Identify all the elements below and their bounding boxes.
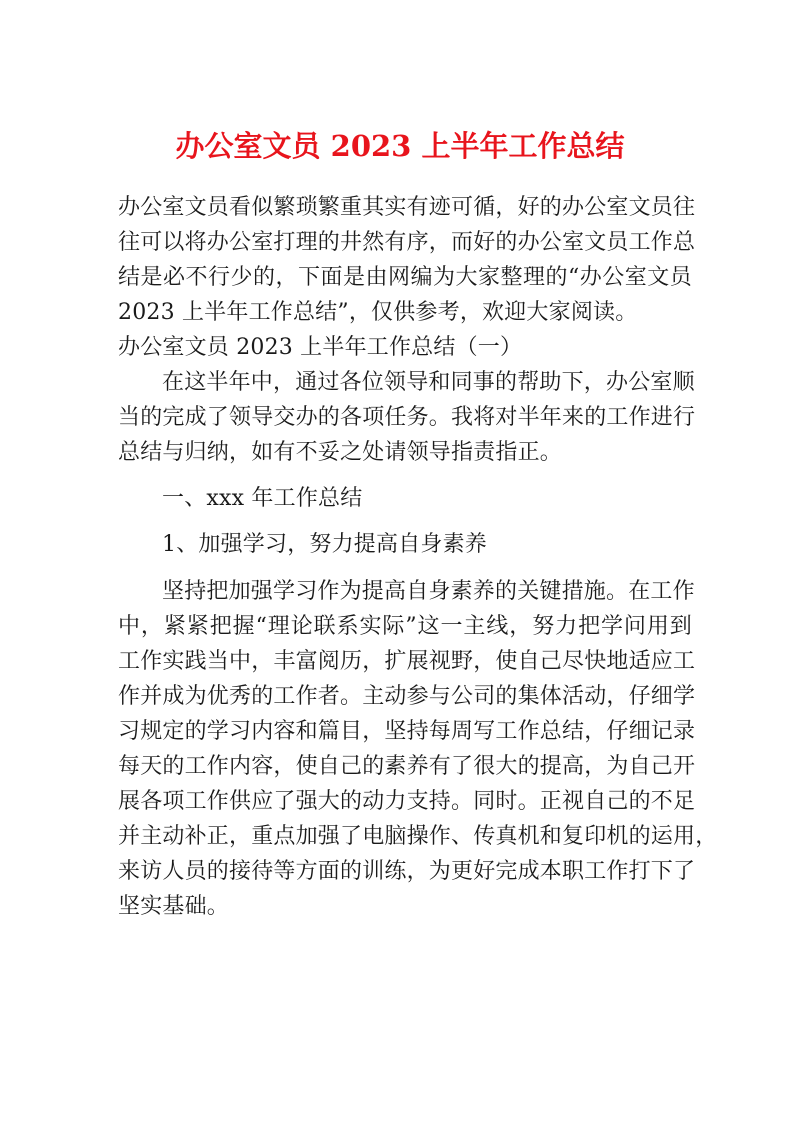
paragraph-line: 习规定的学习内容和篇目，坚持每周写工作总结，仔细记录	[118, 719, 696, 744]
paragraph-line: 工作实践当中，丰富阅历，扩展视野，使自己尽快地适应工	[118, 649, 696, 674]
heading-2: 1、加强学习，努力提高自身素养	[162, 532, 487, 557]
paragraph-1	[118, 365, 696, 470]
paragraph-line: 坚持把加强学习作为提高自身素养的关键措施。在工作	[162, 579, 695, 604]
section-heading: 办公室文员 2023 上半年工作总结（一）	[118, 335, 523, 360]
paragraph-line: 坚实基础。	[118, 894, 230, 919]
paragraph-line: 作并成为优秀的工作者。主动参与公司的集体活动，仔细学	[118, 684, 696, 709]
paragraph-line: 总结与归纳，如有不妥之处请领导指责指正。	[118, 440, 563, 465]
paragraph-2	[118, 574, 718, 924]
paragraph-line: 展各项工作供应了强大的动力支持。同时。正视自己的不足	[118, 789, 696, 814]
paragraph-line: 当的完成了领导交办的各项任务。我将对半年来的工作进行	[118, 405, 696, 430]
intro-paragraph	[118, 190, 696, 330]
heading-1: 一、xxx 年工作总结	[162, 486, 363, 511]
intro-line: 办公室文员看似繁琐繁重其实有迹可循，好的办公室文员往	[118, 195, 696, 220]
paragraph-line: 在这半年中，通过各位领导和同事的帮助下，办公室顺	[162, 370, 695, 395]
document-title: 办公室文员 2023 上半年工作总结	[175, 129, 625, 163]
document-body	[118, 190, 718, 924]
intro-line: 2023 上半年工作总结”，仅供参考，欢迎大家阅读。	[118, 300, 638, 325]
paragraph-line: 每天的工作内容，使自己的素养有了很大的提高，为自己开	[118, 754, 696, 779]
intro-line: 往可以将办公室打理的井然有序，而好的办公室文员工作总	[118, 230, 696, 255]
paragraph-line: 来访人员的接待等方面的训练，为更好完成本职工作打下了	[118, 859, 696, 884]
paragraph-line: 中，紧紧把握“理论联系实际”这一主线，努力把学问用到	[118, 614, 692, 639]
paragraph-line: 并主动补正，重点加强了电脑操作、传真机和复印机的运用，	[118, 824, 718, 849]
intro-line: 结是必不行少的，下面是由网编为大家整理的“办公室文员	[118, 265, 692, 290]
